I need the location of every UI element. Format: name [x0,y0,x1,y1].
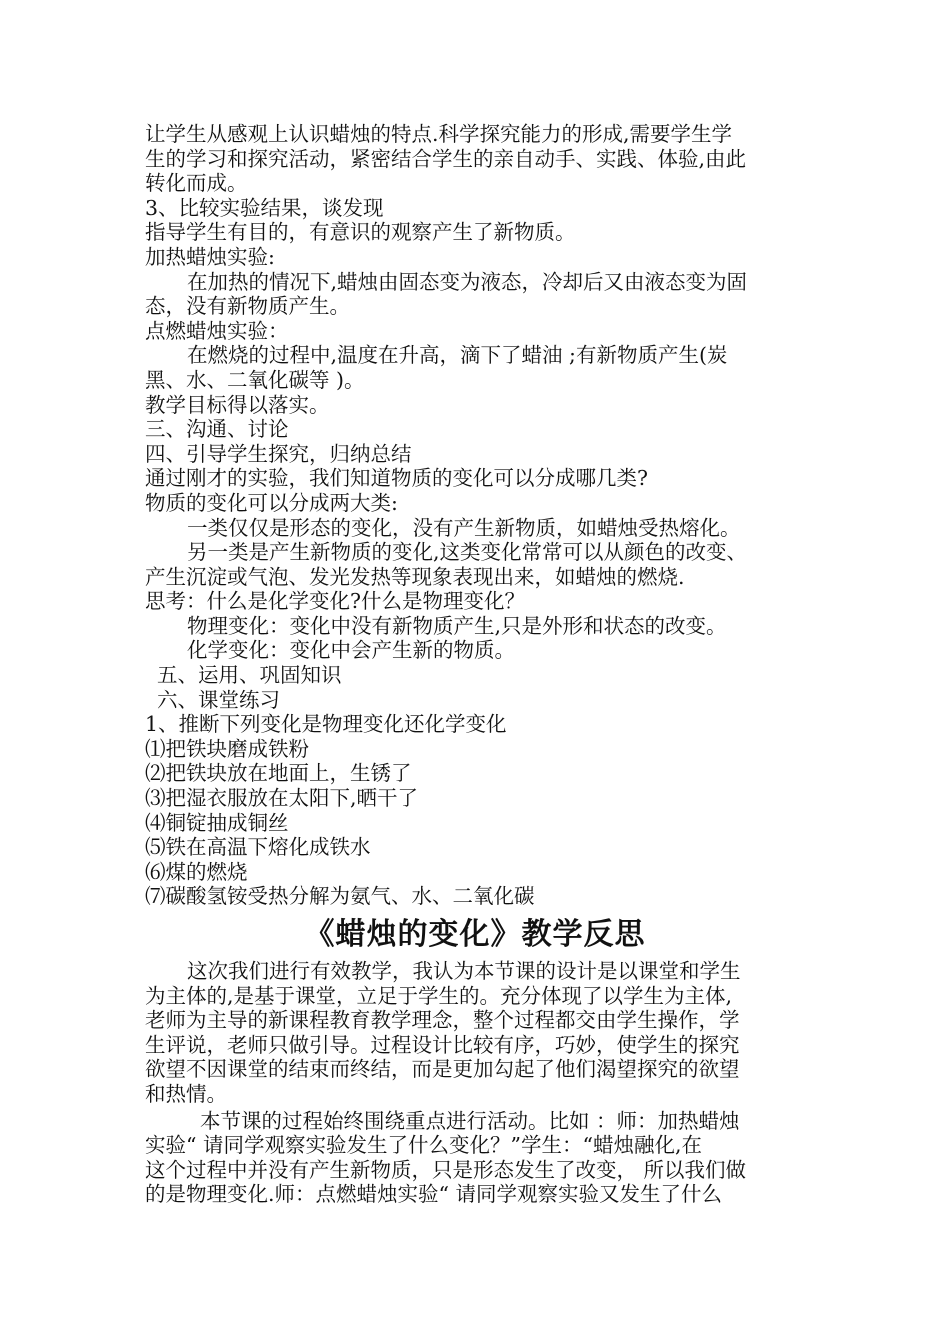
paragraph-line: 这个过程中并没有产生新物质，只是形态发生了改变， 所以我们做 [145,1157,747,1182]
paragraph-line: 通过刚才的实验，我们知道物质的变化可以分成哪几类? [145,466,648,491]
section-heading: 三、沟通、讨论 [145,417,289,442]
paragraph-line: 实验“ 请同学观察实验发生了什么变化？”学生：“蜡烛融化,在 [145,1133,702,1158]
subheading: 点燃蜡烛实验： [145,318,289,343]
paragraph-line: 老师为主导的新课程教育教学理念，整个过程都交由学生操作，学 [145,1008,740,1033]
document-body [145,122,805,1207]
paragraph-line: 产生沉淀或气泡、发光发热等现象表现出来，如蜡烛的燃烧. [145,564,685,589]
section-heading: 五、运用、巩固知识 [157,663,342,688]
paragraph-line: 为主体的,是基于课堂，立足于学生的。充分体现了以学生为主体, [145,983,733,1008]
definition-line: 化学变化：变化中会产生新的物质。 [187,638,515,663]
paragraph-line: 在加热的情况下,蜡烛由固态变为液态，冷却后又由液态变为固 [187,269,748,294]
paragraph-line: 另一类是产生新物质的变化,这类变化常常可以从颜色的改变、 [187,540,748,565]
exercise-item: ⑴把铁块磨成铁粉 [145,736,309,761]
exercise-item: ⑵把铁块放在地面上，生锈了 [145,761,412,786]
paragraph-line: 黑、水、二氧化碳等 )。 [145,367,365,392]
paragraph-line: 思考：什么是化学变化?什么是物理变化？ [145,589,525,614]
paragraph-line: 教学目标得以落实。 [145,392,330,417]
section-heading: 3、比较实验结果，谈发现 [145,195,384,220]
exercise-item: ⑺碳酸氢铵受热分解为氨气、水、二氧化碳 [145,884,535,909]
exercise-question: 1、推断下列变化是物理变化还化学变化 [145,712,507,737]
paragraph-line: 一类仅仅是形态的变化，没有产生新物质，如蜡烛受热熔化。 [187,515,741,540]
exercise-item: ⑸铁在高温下熔化成铁水 [145,835,371,860]
paragraph-line: 生评说，老师只做引导。过程设计比较有序，巧妙，使学生的探究 [145,1032,740,1057]
section-heading: 四、引导学生探究，归纳总结 [145,441,412,466]
exercise-item: ⑹煤的燃烧 [145,859,248,884]
paragraph-line: 让学生从感观上认识蜡烛的特点.科学探究能力的形成,需要学生学 [145,122,733,146]
paragraph-line: 转化而成。 [145,171,248,196]
paragraph-line: 物质的变化可以分成两大类: [145,490,398,515]
paragraph-line: 态，没有新物质产生。 [145,294,350,319]
exercise-item: ⑶把湿衣服放在太阳下,晒干了 [145,786,419,811]
paragraph-line: 在燃烧的过程中,温度在升高，滴下了蜡油 ;有新物质产生(炭 [187,343,728,368]
paragraph-line: 本节课的过程始终围绕重点进行活动。比如 ：师：加热蜡烛 [200,1108,740,1133]
paragraph-line: 的是物理变化.师：点燃蜡烛实验“ 请同学观察实验又发生了什么 [145,1182,723,1207]
paragraph-line: 指导学生有目的，有意识的观察产生了新物质。 [145,220,576,245]
paragraph-line: 生的学习和探究活动，紧密结合学生的亲自动手、实践、体验,由此 [145,146,747,171]
subheading: 加热蜡烛实验: [145,244,275,269]
exercise-item: ⑷铜锭抽成铜丝 [145,810,289,835]
section-heading: 六、课堂练习 [157,687,280,712]
reflection-title: 《蜡烛的变化》教学反思 [304,917,646,952]
paragraph-line: 和热情。 [145,1081,227,1106]
definition-line: 物理变化：变化中没有新物质产生,只是外形和状态的改变。 [187,613,727,638]
paragraph-line: 欲望不因课堂的结束而终结，而是更加勾起了他们渴望探究的欲望 [145,1057,740,1082]
paragraph-line: 这次我们进行有效教学，我认为本节课的设计是以课堂和学生 [187,959,741,983]
